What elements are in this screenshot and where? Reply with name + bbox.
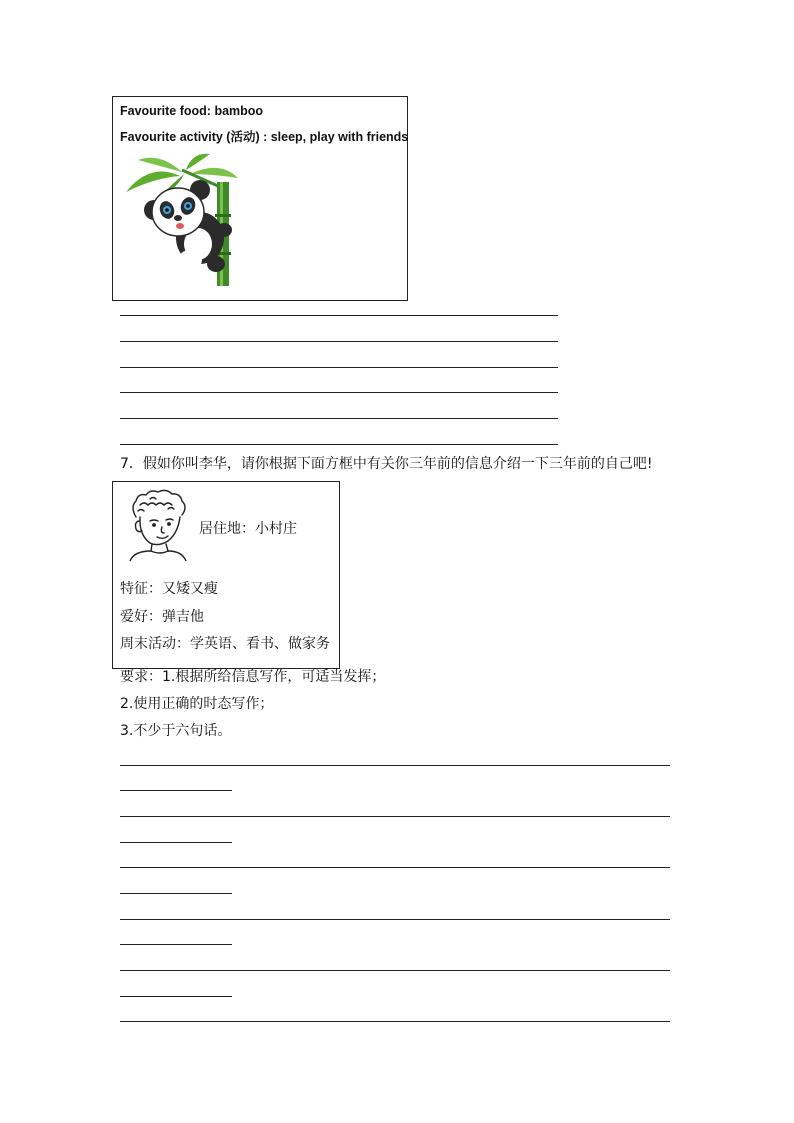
boy-portrait-icon bbox=[124, 487, 190, 561]
writing-line bbox=[120, 341, 558, 342]
favourite-food-line: Favourite food: bamboo bbox=[120, 104, 264, 118]
writing-line bbox=[120, 367, 558, 368]
answer-line-short bbox=[120, 893, 232, 894]
hobby-info: 爱好：弹吉他 bbox=[120, 609, 204, 625]
answer-line-short bbox=[120, 996, 232, 997]
answer-line bbox=[120, 970, 670, 971]
weekend-activity-info: 周末活动：学英语、看书、做家务 bbox=[120, 636, 330, 652]
answer-line-short bbox=[120, 944, 232, 945]
requirement-1: 要求：1.根据所给信息写作，可适当发挥； bbox=[120, 669, 386, 685]
residence-info: 居住地：小村庄 bbox=[199, 521, 297, 537]
writing-line bbox=[120, 392, 558, 393]
writing-line bbox=[120, 444, 558, 445]
answer-line bbox=[120, 867, 670, 868]
answer-line-short bbox=[120, 842, 232, 843]
answer-line bbox=[120, 1021, 670, 1022]
requirement-3: 3.不少于六句话。 bbox=[120, 723, 232, 739]
feature-info: 特征：又矮又瘦 bbox=[120, 581, 218, 597]
writing-line bbox=[120, 418, 558, 419]
answer-line bbox=[120, 765, 670, 766]
panda-icon bbox=[120, 152, 240, 286]
writing-line bbox=[120, 315, 558, 316]
question-7-prompt: 7．假如你叫李华，请你根据下面方框中有关你三年前的信息介绍一下三年前的自己吧! bbox=[120, 456, 653, 472]
answer-line-short bbox=[120, 790, 232, 791]
requirement-2: 2.使用正确的时态写作； bbox=[120, 696, 274, 712]
answer-line bbox=[120, 919, 670, 920]
favourite-activity-line: Favourite activity (活动) : sleep, play with friends bbox=[120, 130, 409, 144]
answer-line bbox=[120, 816, 670, 817]
